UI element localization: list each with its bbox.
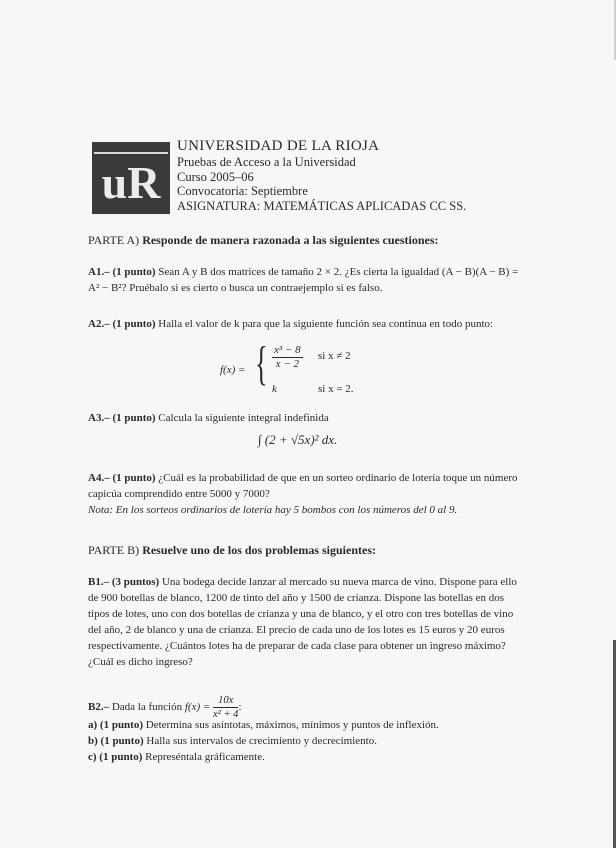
a2-condition-2: si x = 2. <box>318 383 354 395</box>
b2b-label: b) (1 punto) <box>88 735 144 747</box>
a4-note: Nota: En los sorteos ordinarios de lotería hay 5 bombos con los números del 0 al 9. <box>88 504 458 516</box>
a1-text: Sean A y B dos matrices de tamaño 2 × 2. ¿Es cierta la igualdad (A − B)(A − B) = A² − B²? Pruébalo si es cierto o busca un contraejemplo si es falso. <box>88 266 519 294</box>
a2-case-2: k <box>272 383 277 395</box>
b2-fx: f(x) = <box>184 701 211 714</box>
b2c-label: c) (1 punto) <box>88 751 143 763</box>
b2-denominator: x² + 4 <box>213 709 239 720</box>
b2-numerator: 10x <box>213 694 238 708</box>
exam-header <box>92 138 552 218</box>
course-year: Curso 2005–06 <box>177 169 254 184</box>
university-name: UNIVERSIDAD DE LA RIOJA <box>177 138 380 154</box>
a2-fraction <box>272 344 303 371</box>
problem-b1 <box>88 574 528 670</box>
part-a-instructions: Responde de manera razonada a las siguientes cuestiones: <box>142 233 439 247</box>
part-b-heading <box>88 542 528 558</box>
a1-label: A1.– (1 punto) <box>88 266 156 278</box>
part-a-label: PARTE A) <box>88 233 140 247</box>
a2-numerator: x³ − 8 <box>274 344 301 356</box>
a2-label: A2.– (1 punto) <box>88 318 156 330</box>
b2b-text: Halla sus intervalos de crecimiento y decrecimiento. <box>146 735 377 747</box>
question-a2 <box>88 316 528 332</box>
b1-label: B1.– (3 puntos) <box>88 576 160 588</box>
b2-text: Dada la función <box>111 701 183 714</box>
b2-part-b <box>88 733 528 749</box>
b2-part-a <box>88 717 528 733</box>
part-b-instructions: Resuelve uno de los dos problemas siguientes: <box>142 543 376 557</box>
university-logo <box>92 142 170 214</box>
question-a3 <box>88 410 528 426</box>
b2-label: B2.– <box>88 701 110 714</box>
subject-name: ASIGNATURA: MATEMÁTICAS APLICADAS CC SS. <box>177 198 467 213</box>
a2-function-lhs: f(x) = <box>220 364 246 376</box>
a3-text: Calcula la siguiente integral indefinida <box>158 412 329 424</box>
a3-integral: ∫ (2 + √5x)² dx. <box>258 432 338 447</box>
b2a-text: Determina sus asíntotas, máximos, mínimos y puntos de inflexión. <box>145 719 439 731</box>
a4-text: ¿Cuál es la probabilidad de que en un sorteo ordinario de lotería toque un número capicúa comprendido entre 5000 y 7000? <box>88 472 518 500</box>
call-session: Convocatoria: Septiembre <box>177 184 308 198</box>
a2-brace: { <box>255 337 268 390</box>
a2-denominator: x − 2 <box>275 358 299 370</box>
exam-type: Pruebas de Acceso a la Universidad <box>177 155 356 169</box>
a2-text: Halla el valor de k para que la siguiente función sea continua en todo punto: <box>158 318 494 330</box>
b2c-text: Represéntala gráficamente. <box>145 751 265 763</box>
b2a-label: a) (1 punto) <box>88 719 144 731</box>
part-a-heading <box>88 232 528 248</box>
question-a1 <box>88 264 528 296</box>
a3-label: A3.– (1 punto) <box>88 412 156 424</box>
header-text <box>177 138 466 213</box>
a2-condition-1: si x ≠ 2 <box>318 350 351 362</box>
b1-text: Una bodega decide lanzar al mercado su nueva marca de vino. Dispone para ello de 900 botellas de blanco, 1200 de tinto del año y 1500 de crianza. Dispone las botellas en dos tipos de lotes, uno con dos botellas de crianza y una de blanco, y el otro con tres botellas de vino del año, 2 de blanco y una de crianza. El precio de cada uno de los lotes es 15 euros y 20 euros respectivamente. ¿Cuántos lotes ha de preparar de cada clase para obtener un ingreso máximo? ¿Cuál es dicho ingreso? <box>88 576 517 668</box>
part-b-label: PARTE B) <box>88 543 140 557</box>
b2-tail: : <box>238 701 242 714</box>
a4-label: A4.– (1 punto) <box>88 472 156 484</box>
question-a4 <box>88 470 528 518</box>
b2-part-c <box>88 749 528 765</box>
logo-letters: uR <box>101 157 161 208</box>
